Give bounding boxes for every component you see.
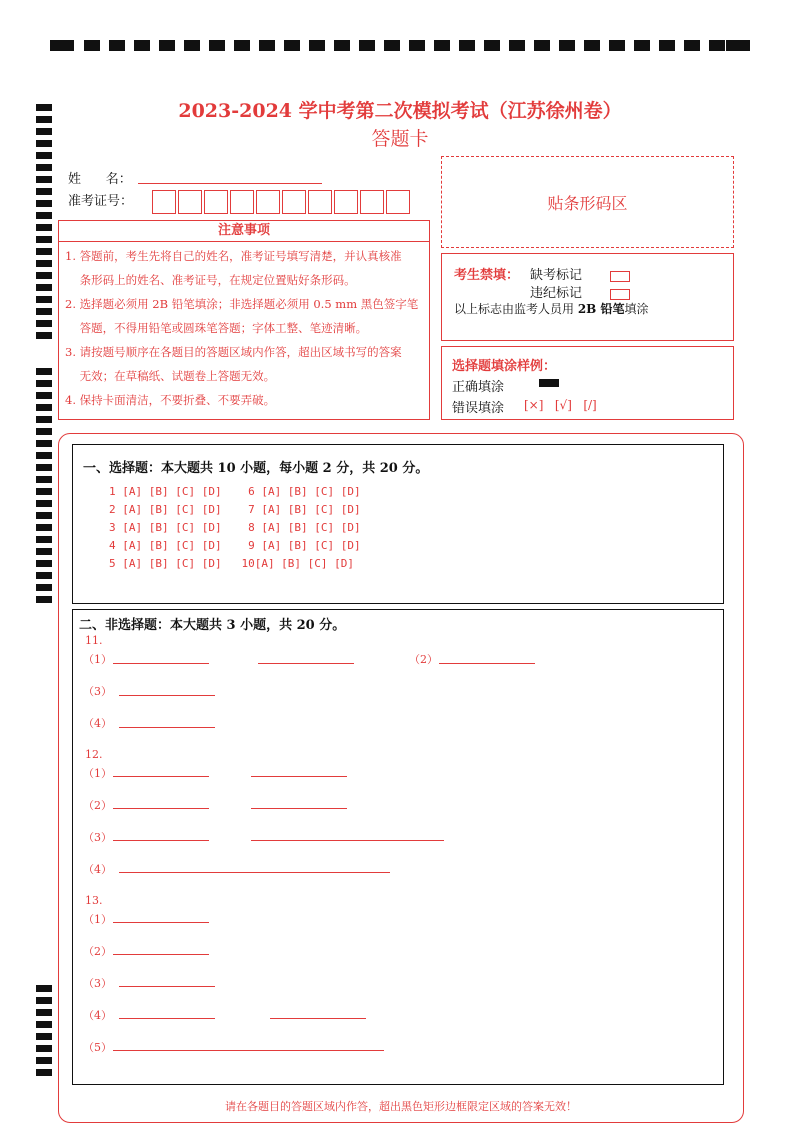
- wrong-fill-label: 错误填涂: [452, 401, 505, 416]
- timing-mark: [36, 1045, 52, 1052]
- part-label: （5）: [83, 1041, 112, 1054]
- timing-mark: [36, 997, 52, 1004]
- question-11-number: 11.: [85, 634, 103, 647]
- notice-line: 条形码上的姓名、准考证号，在规定位置贴好条形码。: [65, 273, 356, 287]
- answer-line[interactable]: [251, 776, 347, 777]
- timing-mark: [36, 248, 52, 255]
- notice-box: [58, 220, 430, 420]
- question-13-number: 13.: [85, 894, 103, 907]
- exam-id-boxes[interactable]: [152, 190, 412, 214]
- section2-heading: 二、非选择题：本大题共 3 小题，共 20 分。: [79, 618, 346, 633]
- part-label: （2）: [83, 799, 112, 812]
- timing-mark: [36, 188, 52, 195]
- notice-line: 2. 选择题必须用 2B 铅笔填涂；非选择题必须用 0.5 mm 黑色签字笔: [65, 297, 419, 311]
- part-label: （1）: [83, 767, 112, 780]
- notice-line: 3. 请按题号顺序在各题目的答题区域内作答，超出区域书写的答案: [65, 345, 402, 359]
- barcode-label: 贴条形码区: [547, 193, 628, 213]
- fill-sample-heading: 选择题填涂样例：: [452, 359, 557, 374]
- part-label: （1）: [83, 653, 112, 666]
- name-label: 姓 名：: [68, 172, 132, 187]
- timing-mark: [36, 296, 52, 303]
- timing-mark: [36, 596, 52, 603]
- timing-mark: [36, 524, 52, 531]
- part-label: （2）: [409, 653, 438, 666]
- footer-warning: 请在各题目的答题区域内作答，超出黑色矩形边框限定区域的答案无效！: [225, 1100, 577, 1113]
- timing-mark: [36, 1021, 52, 1028]
- timing-mark: [36, 392, 52, 399]
- answer-line[interactable]: [251, 840, 444, 841]
- notice-line: 1. 答题前，考生先将自己的姓名，准考证号填写清楚，并认真核准: [65, 249, 402, 263]
- timing-mark: [36, 284, 52, 291]
- timing-mark: [36, 985, 52, 992]
- wrong-fill-samples: [×] [√] [/]: [524, 398, 597, 412]
- answer-line[interactable]: [113, 776, 209, 777]
- timing-mark: [36, 164, 52, 171]
- section-free-response: [72, 609, 724, 1085]
- timing-mark: [36, 332, 52, 339]
- timing-mark: [36, 380, 52, 387]
- timing-mark: [36, 572, 52, 579]
- answer-line[interactable]: [270, 1018, 366, 1019]
- answer-line[interactable]: [119, 727, 215, 728]
- choice-row[interactable]: 5 [A] [B] [C] [D] 10[A] [B] [C] [D]: [109, 557, 355, 570]
- answer-line[interactable]: [119, 1018, 215, 1019]
- correct-fill-label: 正确填涂: [452, 380, 505, 395]
- part-label: （3）: [83, 977, 112, 990]
- name-field[interactable]: [138, 183, 322, 184]
- timing-mark: [36, 428, 52, 435]
- part-label: （1）: [83, 913, 112, 926]
- answer-line[interactable]: [119, 986, 215, 987]
- timing-mark: [36, 224, 52, 231]
- part-label: （3）: [83, 831, 112, 844]
- choice-row[interactable]: 4 [A] [B] [C] [D] 9 [A] [B] [C] [D]: [109, 539, 361, 552]
- answer-line[interactable]: [113, 922, 209, 923]
- prohibited-box: [441, 253, 734, 341]
- timing-mark: [36, 260, 52, 267]
- timing-mark: [36, 200, 52, 207]
- part-label: （3）: [83, 685, 112, 698]
- part-label: （4）: [83, 1009, 112, 1022]
- notice-line: 4. 保持卡面清洁，不要折叠、不要弄破。: [65, 393, 276, 407]
- timing-mark: [36, 1033, 52, 1040]
- timing-mark: [36, 416, 52, 423]
- timing-mark: [36, 176, 52, 183]
- absent-label: 缺考标记: [530, 268, 583, 283]
- timing-mark: [36, 308, 52, 315]
- timing-mark: [36, 488, 52, 495]
- part-label: （4）: [83, 717, 112, 730]
- timing-mark: [36, 272, 52, 279]
- barcode-area[interactable]: [441, 156, 734, 248]
- prohibited-label: 考生禁填：: [454, 268, 520, 283]
- fill-sample-box: [441, 346, 734, 420]
- timing-mark: [36, 500, 52, 507]
- section-multiple-choice: [72, 444, 724, 604]
- answer-line[interactable]: [251, 808, 347, 809]
- violation-label: 违纪标记: [530, 286, 583, 301]
- section1-heading: 一、选择题：本大题共 10 小题，每小题 2 分，共 20 分。: [83, 461, 429, 476]
- answer-line[interactable]: [439, 663, 535, 664]
- page-subtitle: 答题卡: [371, 128, 429, 150]
- timing-mark: [36, 584, 52, 591]
- timing-mark: [36, 152, 52, 159]
- correct-fill-sample: [539, 379, 559, 387]
- answer-line[interactable]: [113, 1050, 384, 1051]
- answer-line[interactable]: [119, 695, 215, 696]
- absent-mark[interactable]: [610, 266, 630, 285]
- timing-mark: [36, 512, 52, 519]
- question-12-number: 12.: [85, 748, 103, 761]
- notice-line: 答题，不得用铅笔或圆珠笔答题；字体工整、笔迹清晰。: [65, 321, 368, 335]
- answer-line[interactable]: [113, 808, 209, 809]
- timing-mark: [36, 212, 52, 219]
- exam-id-label: 准考证号：: [68, 194, 134, 209]
- timing-mark: [36, 404, 52, 411]
- choice-row[interactable]: 3 [A] [B] [C] [D] 8 [A] [B] [C] [D]: [109, 521, 361, 534]
- timing-mark: [36, 1069, 52, 1076]
- timing-mark: [36, 440, 52, 447]
- choice-row[interactable]: 1 [A] [B] [C] [D] 6 [A] [B] [C] [D]: [109, 485, 361, 498]
- timing-mark: [36, 476, 52, 483]
- answer-line[interactable]: [119, 872, 390, 873]
- answer-line[interactable]: [258, 663, 354, 664]
- part-label: （4）: [83, 863, 112, 876]
- choice-row[interactable]: 2 [A] [B] [C] [D] 7 [A] [B] [C] [D]: [109, 503, 361, 516]
- timing-mark: [36, 464, 52, 471]
- timing-mark: [36, 548, 52, 555]
- timing-mark: [36, 560, 52, 567]
- page-title: 2023-2024 学中考第二次模拟考试（江苏徐州卷）: [178, 100, 622, 122]
- timing-mark: [36, 1009, 52, 1016]
- part-label: （2）: [83, 945, 112, 958]
- answer-line[interactable]: [113, 663, 209, 664]
- timing-mark: [36, 368, 52, 375]
- prohibited-note: 以上标志由监考人员用 2B 铅笔填涂: [454, 302, 649, 316]
- answer-line[interactable]: [113, 954, 209, 955]
- timing-mark: [36, 1057, 52, 1064]
- notice-line: 无效；在草稿纸、试题卷上答题无效。: [65, 369, 276, 383]
- timing-mark: [36, 236, 52, 243]
- timing-mark: [36, 320, 52, 327]
- notice-heading: 注意事项: [59, 221, 429, 242]
- timing-mark: [36, 452, 52, 459]
- answer-line[interactable]: [113, 840, 209, 841]
- timing-mark: [36, 536, 52, 543]
